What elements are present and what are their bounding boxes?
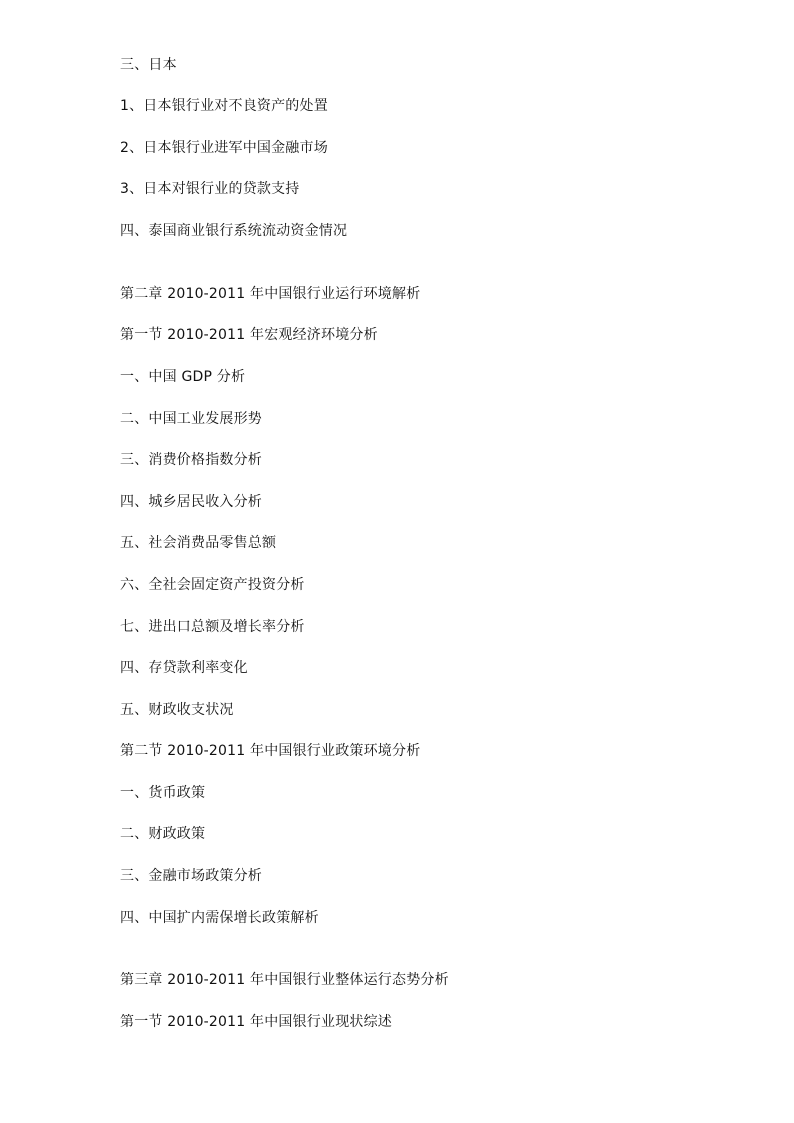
toc-line-japan: 三、日本 — [120, 57, 177, 73]
toc-line-japan-3: 3、日本对银行业的贷款支持 — [120, 181, 300, 197]
toc-line-thailand: 四、泰国商业银行系统流动资金情况 — [120, 223, 348, 239]
toc-line-market-policy: 三、金融市场政策分析 — [120, 868, 262, 884]
toc-chapter-2: 第二章 2010-2011 年中国银行业运行环境解析 — [120, 286, 421, 302]
toc-line-japan-1: 1、日本银行业对不良资产的处置 — [120, 98, 328, 114]
toc-line-japan-2: 2、日本银行业进军中国金融市场 — [120, 140, 328, 156]
toc-chapter-3-section-1: 第一节 2010-2011 年中国银行业现状综述 — [120, 1014, 393, 1030]
toc-line-cpi: 三、消费价格指数分析 — [120, 452, 262, 468]
toc-line-industry: 二、中国工业发展形势 — [120, 411, 262, 427]
toc-line-monetary-policy: 一、货币政策 — [120, 785, 206, 801]
toc-line-income: 四、城乡居民收入分析 — [120, 494, 262, 510]
toc-line-fiscal: 五、财政收支状况 — [120, 702, 234, 718]
toc-line-domestic-demand: 四、中国扩内需保增长政策解析 — [120, 910, 319, 926]
toc-line-trade: 七、进出口总额及增长率分析 — [120, 619, 305, 635]
toc-line-interest-rate: 四、存贷款利率变化 — [120, 660, 248, 676]
toc-line-gdp: 一、中国 GDP 分析 — [120, 369, 246, 385]
toc-line-fiscal-policy: 二、财政政策 — [120, 826, 206, 842]
toc-line-investment: 六、全社会固定资产投资分析 — [120, 577, 305, 593]
toc-line-retail: 五、社会消费品零售总额 — [120, 535, 277, 551]
toc-chapter-2-section-1: 第一节 2010-2011 年宏观经济环境分析 — [120, 327, 378, 343]
toc-chapter-2-section-2: 第二节 2010-2011 年中国银行业政策环境分析 — [120, 743, 421, 759]
toc-chapter-3: 第三章 2010-2011 年中国银行业整体运行态势分析 — [120, 972, 449, 988]
